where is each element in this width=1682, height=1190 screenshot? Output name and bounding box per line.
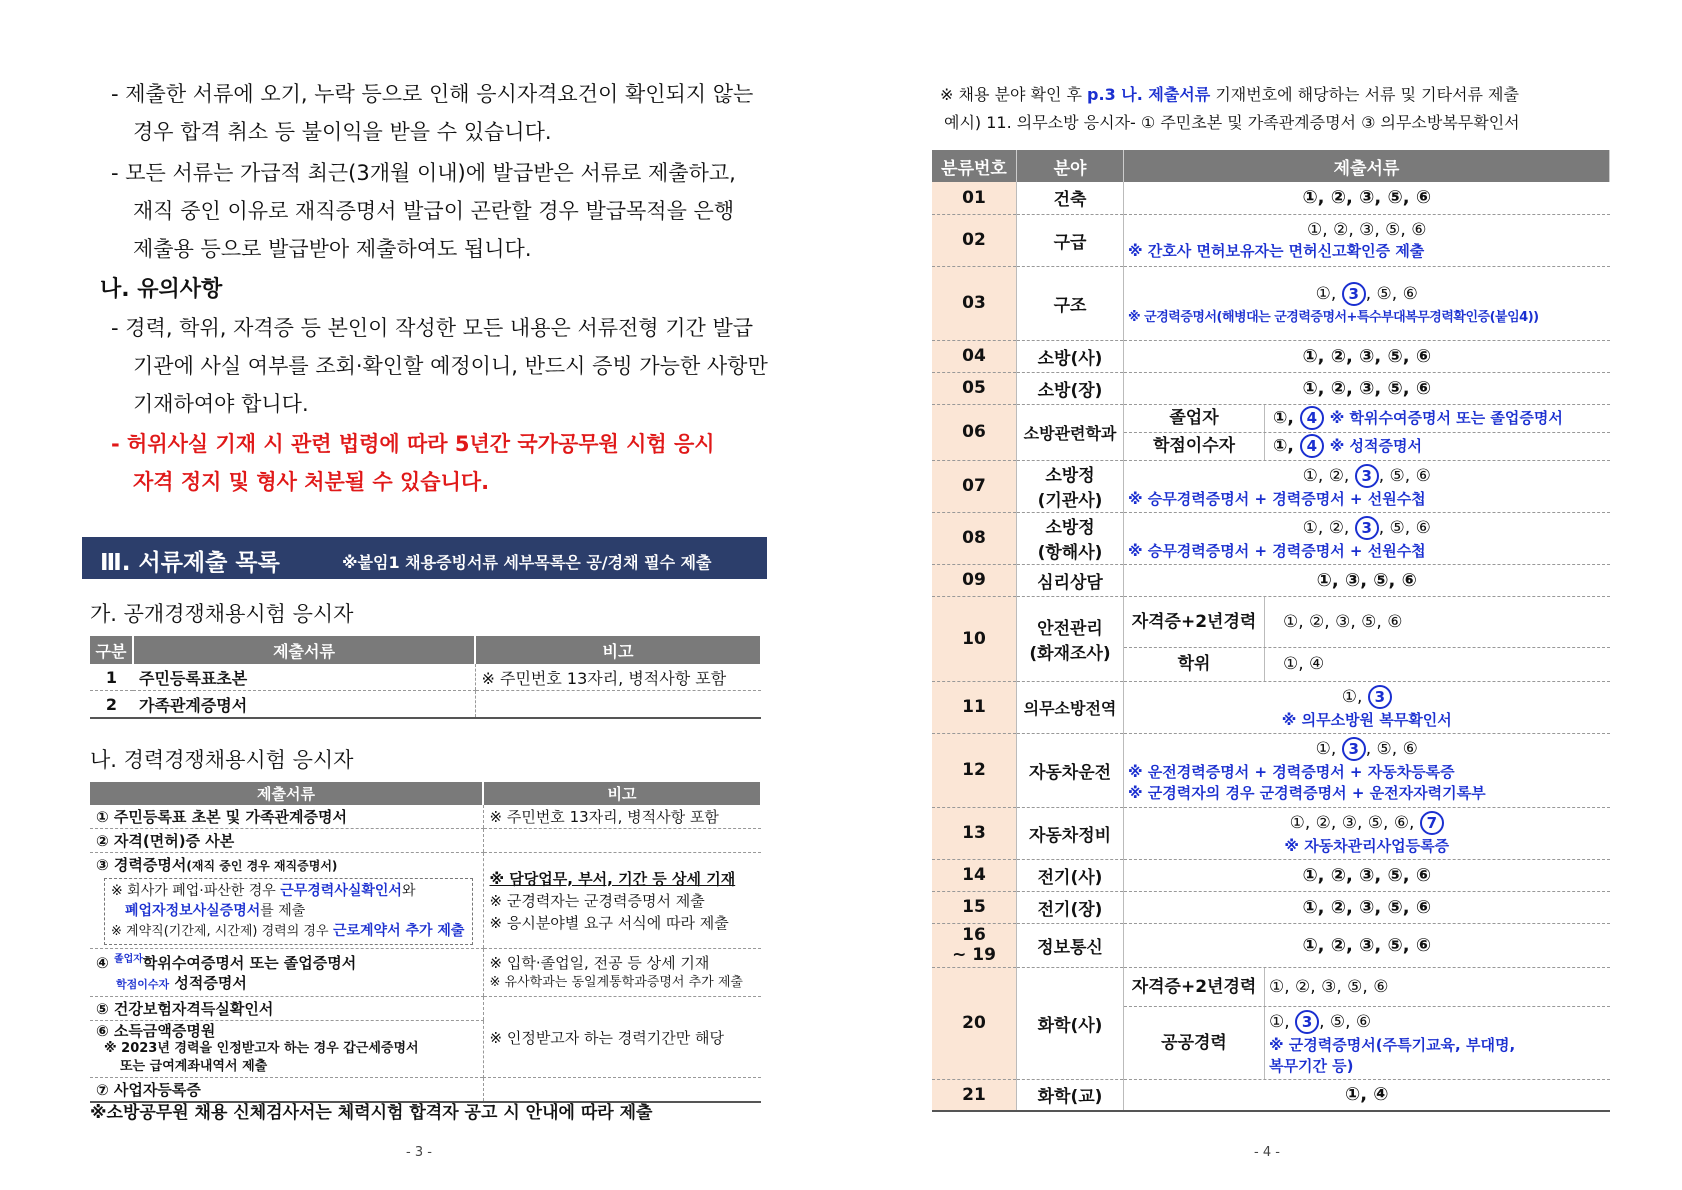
cell: 07 [932,460,1017,512]
cell: 소방관련학과 [1017,404,1124,460]
footer-note: ※소방공무원 채용 신체검사서는 체력시험 합격자 공고 시 안내에 따라 제출 [90,1103,653,1123]
sub-category: 자격증+2년경력 [1124,597,1265,647]
cell [1124,214,1610,266]
bullet-line: - 모든 서류는 가급적 최근(3개월 이내)에 발급받은 서류로 제출하고, [111,161,736,185]
cell: ①, ④ [1124,1079,1610,1111]
cell: 심리상담 [1017,564,1124,596]
col-header: 제출서류 [133,636,475,664]
cell [1124,404,1610,460]
field-name: 소방정 [1045,518,1095,538]
doc-label: 학위수여증명서 또는 졸업증명서 [142,954,357,972]
note-text: ※ 군경력자의 경우 군경력증명서 + 운전자자력기록부 [1128,784,1486,802]
section-heading: 나. 유의사항 [100,277,223,302]
cell [1124,460,1610,512]
cell [1124,681,1610,733]
table-row [932,214,1610,266]
cell: 21 [932,1079,1017,1111]
field-sub: (항해사) [1037,543,1103,563]
note-text: ※ 군경력자는 군경력증명서 제출 [489,891,705,910]
field-name: 안전관리 [1037,618,1103,639]
cell: 화학(사) [1017,967,1124,1079]
cell: 구급 [1017,214,1124,266]
note-text: ※ 계약직(기간제, 시간제) 경력의 경우 [111,924,329,939]
cell: 화학(교) [1017,1079,1124,1111]
col-header: 분야 [1017,150,1124,182]
cell: 소방(사) [1017,340,1124,372]
note-text: ※ 군경력증명서(주특기교육, 부대명, [1269,1035,1516,1054]
note-text: 또는 급여계좌내역서 제출 [120,1059,268,1074]
table-row [932,596,1610,681]
highlighted-doc-number: 3 [1355,516,1379,540]
table-row [90,829,761,853]
open-exam-docs-table [90,636,762,719]
page-number: - 4 - [1254,1145,1280,1160]
docs-list: ①, ②, ③, ⑤, ⑥ [1283,611,1403,632]
cell: ② 자격(면허)증 사본 [90,829,483,853]
docs-list: ①, ②, [1302,465,1355,486]
table-row [932,967,1610,1079]
note-box [104,878,473,945]
sub-category: 졸업자 [1124,405,1265,432]
cell: 11 [932,681,1017,733]
note-text: ※ 간호사 면허보유자는 면허신고확인증 제출 [1128,241,1425,260]
bullet-line: 경우 합격 취소 등 불이익을 받을 수 있습니다. [133,120,552,144]
col-header: 제출서류 [1124,150,1610,182]
note-text: ※ 유사학과는 동일계통학과증명서 추가 제출 [489,974,743,990]
docs-list: , ⑤, ⑥ [1378,465,1431,486]
cell: 14 [932,859,1017,891]
section-note: ※붙임1 채용증빙서류 세부목록은 공/경채 필수 제출 [342,553,712,572]
docs-list: ①, ②, ③, ⑤, ⑥ [1269,976,1389,997]
bullet-line: - 제출한 서류에 오기, 누락 등으로 인해 응시자격요건이 확인되지 않는 [111,82,754,106]
cell: ①, ②, ③, ⑤, ⑥ [1124,859,1610,891]
cell [1017,512,1124,564]
docs-list: ①, ④ [1283,654,1325,674]
table-row [932,372,1610,404]
cell: 15 [932,891,1017,923]
note-text: ※ 승무경력증명서 + 경력증명서 + 선원수첩 [1128,489,1426,508]
sub-category: 학점이수자 [1124,433,1265,460]
cell [90,949,483,997]
sub-category: 공공경력 [1124,1007,1265,1079]
table-row [932,340,1610,372]
cell: 의무소방전역 [1017,681,1124,733]
cell: ①, ②, ③, ⑤, ⑥ [1124,340,1610,372]
note-text: ※ 운전경력증명서 + 경력증명서 + 자동차등록증 [1128,763,1455,781]
sub-category: 자격증+2년경력 [1124,968,1265,1006]
docs-list: , ⑤, ⑥ [1319,1011,1372,1032]
highlighted-doc-number: 3 [1342,737,1366,761]
note-text: ※ 군경력증명서(해병대는 군경력증명서+특수부대복무경력확인증(붙임4)) [1128,309,1539,325]
example-note: 예시) 11. 의무소방 응시자- ① 주민초본 및 가족관계증명서 ③ 의무소방복무확인서 [944,113,1520,132]
table-row [90,997,761,1021]
note-highlight: 근무경력사실확인서 [280,883,402,899]
cell: ①, ②, ③, ⑤, ⑥ [1124,372,1610,404]
sub-category: 학위 [1124,648,1265,681]
warning-line: - 허위사실 기재 시 관련 법령에 따라 5년간 국가공무원 시험 응시 [111,432,715,456]
subsection-heading: 나. 경력경쟁채용시험 응시자 [90,748,354,772]
cell: 05 [932,372,1017,404]
cell [1017,596,1124,681]
cell: 건축 [1017,182,1124,214]
note-text: ※ 승무경력증명서 + 경력증명서 + 선원수첩 [1128,541,1426,560]
cell [483,829,761,853]
cell [483,949,761,997]
cell [1017,460,1124,512]
cell: 자동차정비 [1017,807,1124,859]
cell: ①, ②, ③, ⑤, ⑥ [1124,923,1610,967]
note-text: ※ 응시분야별 요구 서식에 따라 제출 [489,913,729,932]
highlighted-doc-number: 3 [1295,1010,1319,1034]
cell: 소방(장) [1017,372,1124,404]
cell: ①, ②, ③, ⑤, ⑥ [1124,891,1610,923]
note-text: ※ 의무소방원 복무확인서 [1281,710,1452,729]
table-row [932,733,1610,807]
cell: 08 [932,512,1017,564]
cell: 구조 [1017,266,1124,340]
cell [1124,512,1610,564]
cell: 전기(장) [1017,891,1124,923]
col-header: 제출서류 [90,782,483,805]
note-text: 복무기간 등) [1269,1056,1354,1075]
cell: ※ 인정받고자 하는 경력기간만 해당 [483,997,761,1078]
cell: 09 [932,564,1017,596]
docs-list: , ⑤, ⑥ [1365,283,1418,304]
highlighted-doc-number: 7 [1420,811,1444,835]
note-highlight: 근로계약서 추가 제출 [332,923,465,939]
bullet-line: 기관에 사실 여부를 조회·확인할 예정이니, 반드시 증빙 가능한 사항만 [133,354,768,378]
bullet-line: - 경력, 학위, 자격증 등 본인이 작성한 모든 내용은 서류전형 기간 발급 [111,316,754,340]
note-text: ※ 2023년 경력을 인정받고자 하는 경우 갑근세증명서 [104,1041,419,1056]
note-text: ※ 채용 분야 확인 후 [940,85,1082,104]
table-row [90,805,761,829]
section-title: Ⅲ. 서류제출 목록 [100,550,280,576]
highlighted-doc-number: 3 [1342,282,1366,306]
cell: 04 [932,340,1017,372]
cell: 1 [90,664,133,691]
cell [1124,967,1610,1079]
doc-label: ④ [96,954,109,972]
cell: 2 [90,691,133,719]
bullet-line: 기재하여야 합니다. [133,392,309,416]
docs-list: ①, [1273,408,1300,428]
table-row [932,681,1610,733]
doc-label: 성적증명서 [174,974,247,992]
cell: 10 [932,596,1017,681]
cell: 01 [932,182,1017,214]
docs-list: ①, ②, ③, ⑤, ⑥, [1289,812,1420,833]
cell [1124,733,1610,807]
table-row [90,691,761,719]
cell [932,923,1017,967]
cell: ①, ③, ⑤, ⑥ [1124,564,1610,596]
cell: ⑦ 사업자등록증 [90,1078,483,1103]
note-text: ※ 성적증명서 [1329,437,1422,455]
table-row [932,182,1610,214]
cell: 자동차운전 [1017,733,1124,807]
cell [475,691,761,719]
cell: ※ 주민번호 13자리, 병적사항 포함 [475,664,761,691]
docs-list: ①, [1315,283,1342,304]
table-row [932,859,1610,891]
field-sub: (화재조사) [1029,643,1111,664]
top-note [940,82,1519,105]
docs-list: ①, [1273,436,1300,456]
docs-list: ①, [1315,739,1342,759]
page-number: - 3 - [406,1145,432,1160]
highlighted-doc-number: 3 [1355,464,1379,488]
col-header: 비고 [475,636,761,664]
cell [90,1021,483,1078]
note-text: ※ 학위수여증명서 또는 졸업증명서 [1329,409,1563,427]
highlighted-doc-number: 4 [1300,434,1324,458]
note-highlight: p.3 나. 제출서류 [1087,85,1211,104]
col-header: 비고 [483,782,761,805]
cell: 06 [932,404,1017,460]
cell [1124,807,1610,859]
doc-sublabel: 학점이수자 [116,978,170,991]
section-banner [82,537,767,579]
note-text: ※ 입학·졸업일, 전공 등 상세 기재 [489,953,710,972]
highlighted-doc-number: 4 [1300,406,1324,430]
note-text: 기재번호에 해당하는 서류 및 기타서류 제출 [1215,85,1519,104]
doc-sublabel: 졸업자 [113,954,143,965]
table-row [90,664,761,691]
note-text: ※ 회사가 폐업·파산한 경우 [111,883,276,899]
warning-line: 자격 정지 및 형사 처분될 수 있습니다. [133,470,490,494]
cell: ①, ②, ③, ⑤, ⑥ [1124,182,1610,214]
num-text: ~ 19 [952,945,996,965]
docs-list: ①, ②, ③, ⑤, ⑥ [1307,219,1427,240]
cell: 정보통신 [1017,923,1124,967]
note-text: 와 [401,883,416,899]
cell: 13 [932,807,1017,859]
table-row [932,404,1610,460]
cell [1124,596,1610,681]
doc-sublabel: (재직 중인 경우 재직증명서) [186,859,338,873]
cell: 12 [932,733,1017,807]
table-row [932,266,1610,340]
field-docs-table [932,150,1610,1112]
cell: ⑤ 건강보험자격득실확인서 [90,997,483,1021]
table-row [932,807,1610,859]
bullet-line: 제출용 등으로 발급받아 제출하여도 됩니다. [133,237,532,261]
cell: ※ 주민번호 13자리, 병적사항 포함 [483,805,761,829]
cell [483,853,761,949]
cell: 전기(사) [1017,859,1124,891]
note-highlight: 폐업자정보사실증명서 [125,903,261,919]
doc-label: ⑥ 소득금액증명원 [96,1022,216,1040]
bullet-line: 재직 중인 이유로 재직증명서 발급이 곤란할 경우 발급목적을 은행 [133,199,735,223]
cell: 가족관계증명서 [133,691,475,719]
table-row [932,1079,1610,1111]
field-sub: (기관사) [1037,491,1103,511]
table-row [932,460,1610,512]
table-row [932,923,1610,967]
cell [1124,266,1610,340]
cell [90,853,483,949]
doc-label: ③ 경력증명서 [96,856,187,874]
docs-list: , ⑤, ⑥ [1365,739,1418,759]
col-header: 구분 [90,636,133,664]
table-row [90,949,761,997]
note-text: ※ 자동차관리사업등록증 [1284,836,1450,855]
note-text: ※ 담당업무, 부서, 기간 등 상세 기재 [489,869,736,888]
table-row [90,853,761,949]
num-text: 16 [962,925,986,945]
docs-list: ①, ②, [1302,517,1355,538]
cell: ① 주민등록표 초본 및 가족관계증명서 [90,805,483,829]
highlighted-doc-number: 3 [1368,685,1392,709]
docs-list: ①, [1341,686,1368,707]
docs-list: ①, [1269,1011,1296,1032]
table-row [932,891,1610,923]
table-row [932,512,1610,564]
field-name: 소방정 [1045,466,1095,486]
subsection-heading: 가. 공개경쟁채용시험 응시자 [90,602,354,626]
career-exam-docs-table [90,782,762,1103]
docs-list: , ⑤, ⑥ [1378,517,1431,538]
col-header: 분류번호 [932,150,1017,182]
cell: 03 [932,266,1017,340]
cell: 20 [932,967,1017,1079]
cell: 주민등록표초본 [133,664,475,691]
table-row [932,564,1610,596]
note-text: 를 제출 [260,903,306,919]
cell: 02 [932,214,1017,266]
